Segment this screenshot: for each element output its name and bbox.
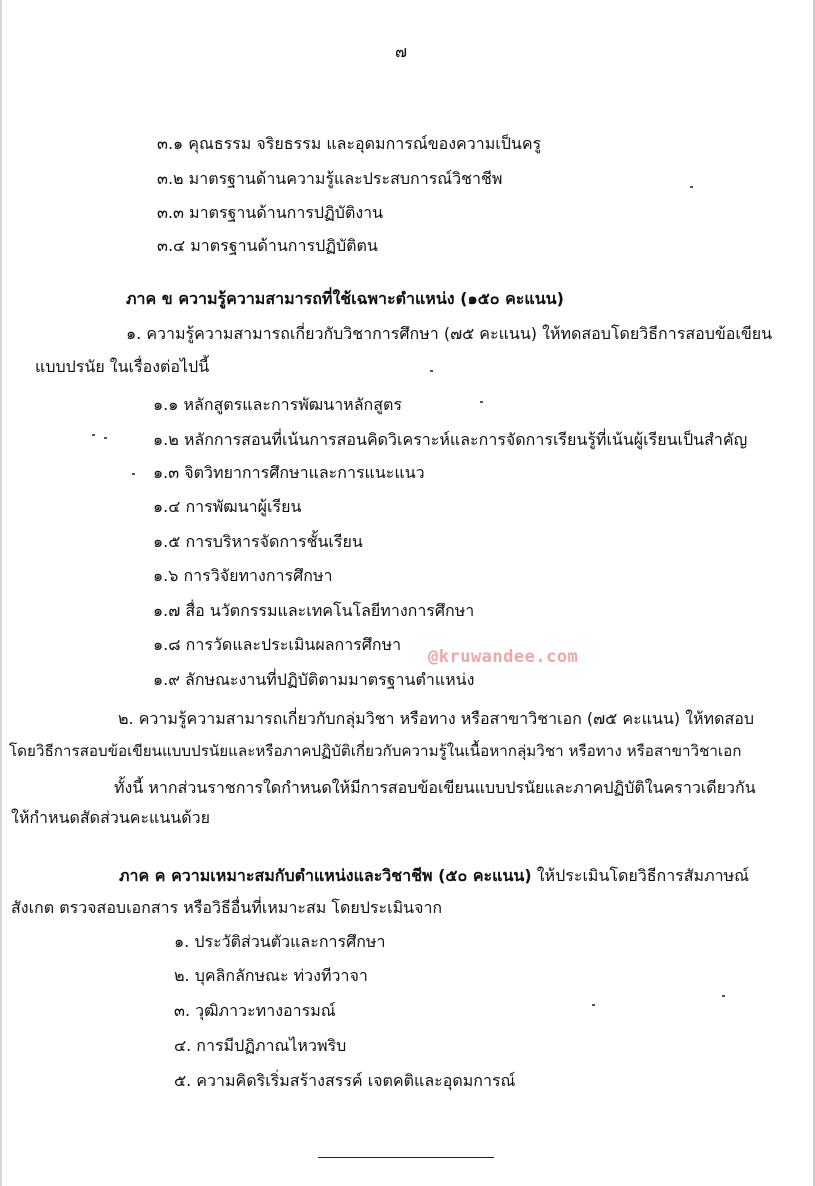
part-b-item1-line2: แบบปรนัย ในเรื่องต่อไปนี้	[35, 357, 210, 376]
part-c-heading-rest: ให้ประเมินโดยวิธีการสัมภาษณ์	[531, 866, 750, 885]
part-b-note-line2: ให้กำหนดสัดส่วนคะแนนด้วย	[11, 808, 210, 827]
section3-item-1: ๓.๑ คุณธรรม จริยธรรม และอุดมการณ์ของความเป็นครู	[157, 134, 542, 153]
part-c-heading-bold: ภาค ค ความเหมาะสมกับตำแหน่งและวิชาชีพ (๕๐ คะแนน)	[119, 866, 532, 885]
scan-speck	[722, 995, 725, 997]
part-c-item-2: ๒. บุคลิกลักษณะ ท่วงทีวาจา	[174, 966, 368, 985]
part-b-subitem-5: ๑.๕ การบริหารจัดการชั้นเรียน	[153, 532, 363, 551]
part-b-subitem-8: ๑.๘ การวัดและประเมินผลการศึกษา	[153, 635, 402, 654]
part-c-item-1: ๑. ประวัติส่วนตัวและการศึกษา	[174, 932, 386, 951]
scan-speck	[132, 473, 135, 475]
part-c-line2: สังเกต ตรวจสอบเอกสาร หรือวิธีอื่นที่เหมาะสม โดยประเมินจาก	[11, 898, 443, 917]
scan-speck	[690, 186, 693, 188]
part-c-item-4: ๔. การมีปฏิภาณไหวพริบ	[174, 1036, 347, 1055]
scan-speck	[430, 370, 433, 372]
part-b-subitem-4: ๑.๔ การพัฒนาผู้เรียน	[153, 497, 302, 516]
part-b-subitem-1: ๑.๑ หลักสูตรและการพัฒนาหลักสูตร	[153, 395, 402, 414]
scan-speck	[104, 437, 107, 439]
part-c-heading	[119, 866, 749, 886]
section3-item-2: ๓.๒ มาตรฐานด้านความรู้และประสบการณ์วิชาชีพ	[157, 169, 503, 188]
part-b-subitem-3: ๑.๓ จิตวิทยาการศึกษาและการแนะแนว	[153, 463, 425, 482]
part-b-subitem-2: ๑.๒ หลักการสอนที่เน้นการสอนคิดวิเคราะห์และการจัดการเรียนรู้ที่เน้นผู้เรียนเป็นสำคัญ	[153, 430, 748, 449]
part-c-item-3: ๓. วุฒิภาวะทางอารมณ์	[174, 1001, 336, 1020]
part-b-item2-line2: โดยวิธีการสอบข้อเขียนแบบปรนัยและหรือภาคปฏิบัติเกี่ยวกับความรู้ในเนื้อหากลุ่มวิชา หรือทาง หรือสาขาวิชาเอก	[9, 742, 742, 760]
scan-speck	[480, 401, 483, 403]
watermark: @kruwandee.com	[428, 647, 579, 667]
page-number: ๗	[395, 42, 408, 61]
bottom-rule	[318, 1157, 494, 1158]
part-b-note-line1: ทั้งนี้ หากส่วนราชการใดกำหนดให้มีการสอบข้อเขียนแบบปรนัยและภาคปฏิบัติในคราวเดียวกัน	[114, 778, 756, 797]
section3-item-4: ๓.๔ มาตรฐานด้านการปฏิบัติตน	[157, 236, 378, 255]
part-c-item-5: ๕. ความคิดริเริ่มสร้างสรรค์ เจตคติและอุดมการณ์	[174, 1071, 516, 1090]
part-b-heading: ภาค ข ความรู้ความสามารถที่ใช้เฉพาะตำแหน่ง (๑๕๐ คะแนน)	[126, 289, 564, 308]
part-b-subitem-6: ๑.๖ การวิจัยทางการศึกษา	[153, 566, 333, 585]
part-b-subitem-7: ๑.๗ สื่อ นวัตกรรมและเทคโนโลยีทางการศึกษา	[153, 601, 475, 620]
section3-item-3: ๓.๓ มาตรฐานด้านการปฏิบัติงาน	[157, 203, 384, 222]
scan-speck	[92, 434, 95, 436]
part-b-item1-line1: ๑. ความรู้ความสามารถเกี่ยวกับวิชาการศึกษา (๗๕ คะแนน) ให้ทดสอบโดยวิธีการสอบข้อเขียน	[126, 324, 773, 343]
scan-speck	[592, 1004, 595, 1006]
part-b-item2-line1: ๒. ความรู้ความสามารถเกี่ยวกับกลุ่มวิชา หรือทาง หรือสาขาวิชาเอก (๗๕ คะแนน) ให้ทดสอบ	[118, 709, 755, 728]
part-b-subitem-9: ๑.๙ ลักษณะงานที่ปฏิบัติตามมาตรฐานตำแหน่ง	[153, 670, 475, 689]
